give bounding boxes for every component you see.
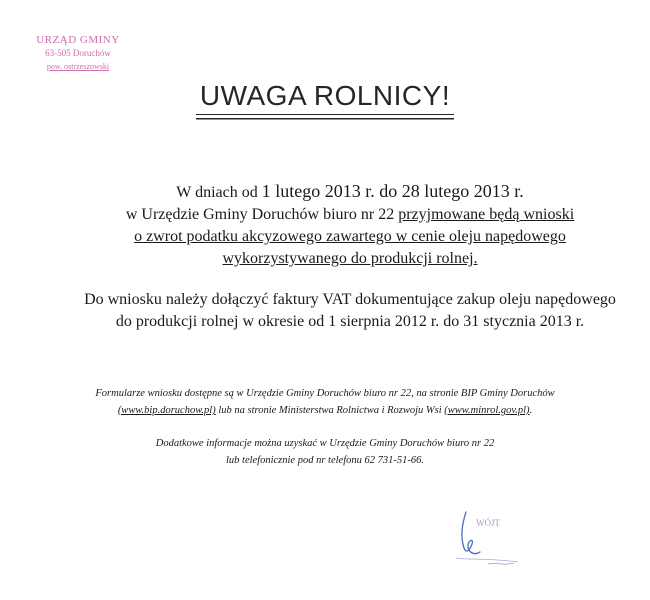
stamp-district: pow. ostrzeszowski	[46, 62, 110, 71]
contact-info-paragraph	[0, 435, 650, 469]
contact-info-line-2: lub telefonicznie pod nr telefonu 62 731-51-66.	[225, 455, 424, 466]
page-title: UWAGA ROLNICY!	[196, 80, 454, 115]
signature-mark-icon	[448, 506, 538, 576]
forms-info-paragraph	[0, 385, 650, 419]
office-stamp	[32, 34, 124, 73]
forms-info-line-2	[0, 402, 650, 419]
notice-line-4: wykorzystywanego do produkcji rolnej.	[222, 250, 478, 267]
signature-title: WÓJT	[476, 518, 500, 528]
attachment-paragraph	[0, 289, 650, 333]
signature	[448, 506, 538, 576]
page-title-container	[0, 80, 650, 115]
bip-link[interactable]: (www.bip.doruchow.pl)	[117, 405, 216, 416]
forms-info-line-1: Formularze wniosku dostępne są w Urzędzie Gminy Doruchów biuro nr 22, na stronie BIP Gminy Doruchów	[95, 388, 555, 399]
notice-line-1-prefix: W dniach od	[176, 184, 262, 201]
notice-line-2-prefix: w Urzędzie Gminy Doruchów biuro nr 22	[125, 206, 399, 223]
notice-dates: 1 lutego 2013 r. do 28 lutego 2013 r.	[261, 181, 524, 201]
minrol-link[interactable]: (www.minrol.gov.pl)	[444, 405, 530, 416]
contact-info-line-1: Dodatkowe informacje można uzyskać w Urzędzie Gminy Doruchów biuro nr 22	[155, 438, 495, 449]
stamp-address: 63-505 Doruchów	[45, 48, 111, 58]
attachment-line-1: Do wniosku należy dołączyć faktury VAT dokumentujące zakup oleju napędowego	[84, 291, 616, 308]
notice-line-2-underlined: przyjmowane będą wnioski	[398, 206, 575, 223]
notice-paragraph	[0, 180, 650, 270]
stamp-office-name: URZĄD GMINY	[36, 34, 120, 46]
notice-line-1	[0, 180, 650, 204]
notice-line-3: o zwrot podatku akcyzowego zawartego w cenie oleju napędowego	[134, 228, 566, 245]
forms-info-middle: lub na stronie Ministerstwa Rolnictwa i Rozwoju Wsi	[215, 405, 445, 416]
forms-info-end: .	[529, 405, 533, 416]
notice-line-2	[0, 204, 650, 226]
attachment-line-2: do produkcji rolnej w okresie od 1 sierpnia 2012 r. do 31 stycznia 2013 r.	[115, 313, 585, 330]
